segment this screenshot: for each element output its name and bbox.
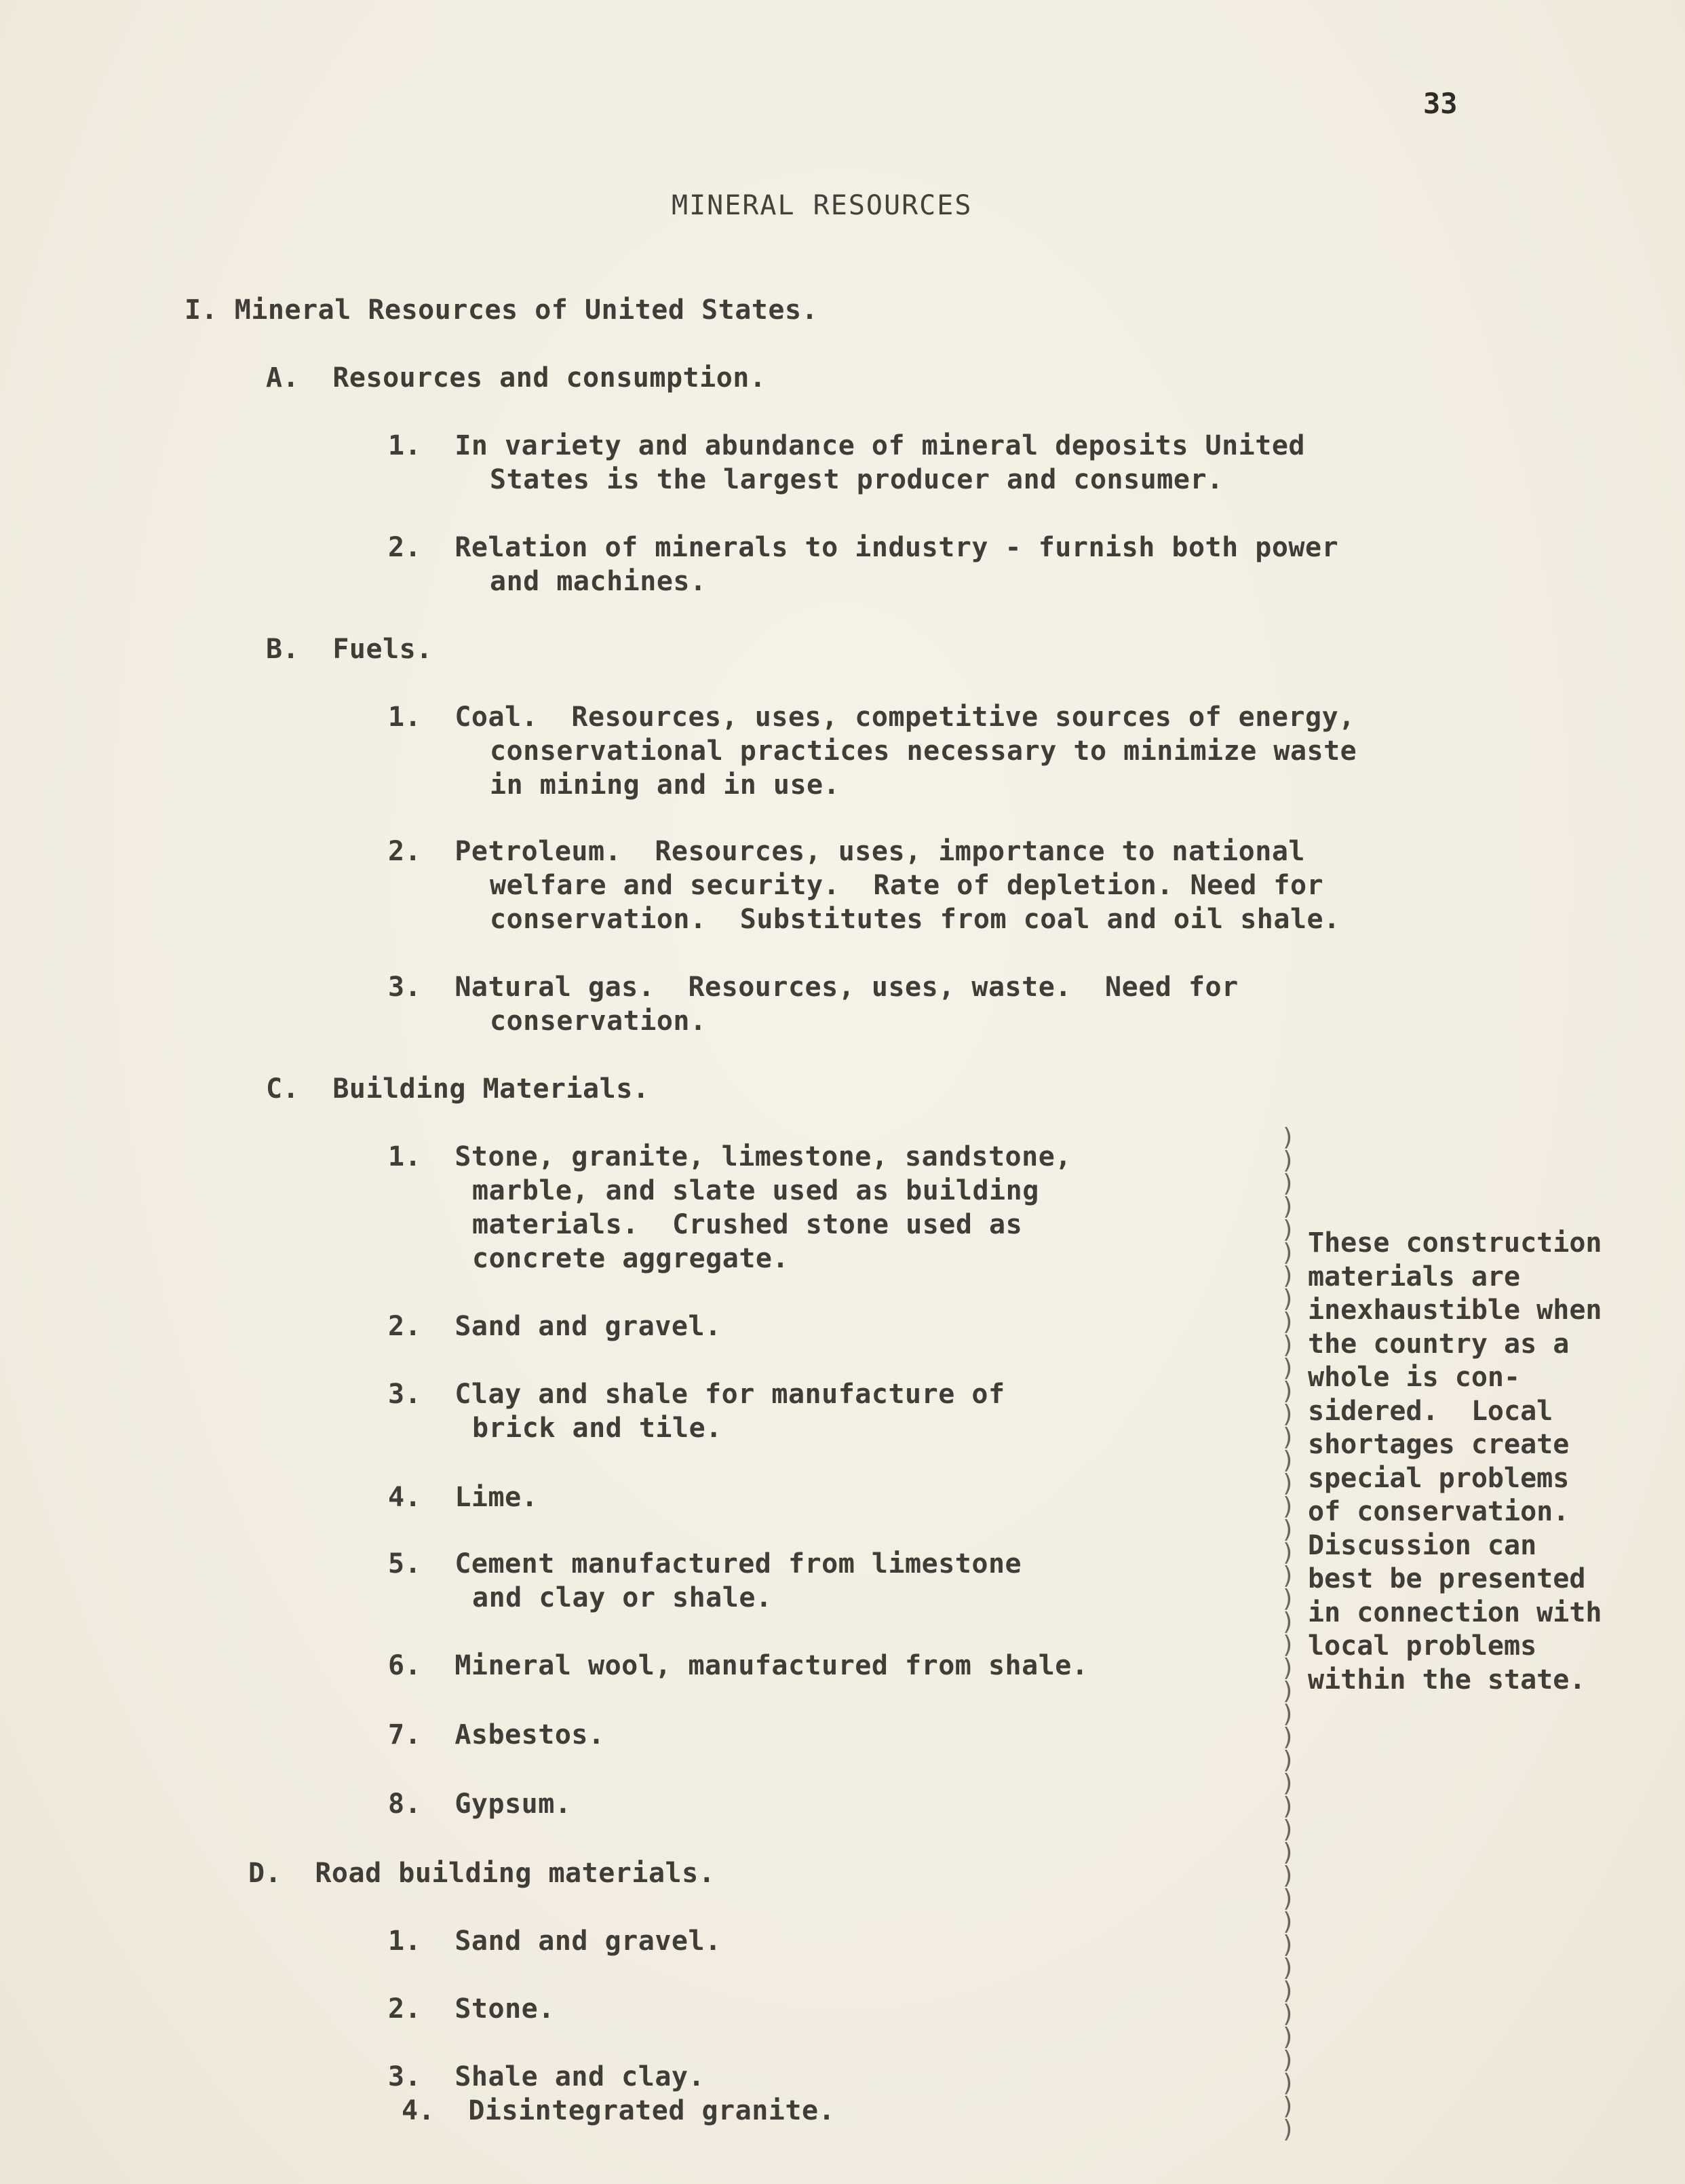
page-title: MINERAL RESOURCES: [672, 190, 973, 221]
outline-item-C1-line2: marble, and slate used as building: [472, 1175, 1039, 1206]
bracket-column: ) ) ) ) ) ) ) ) ) ) ) ) ) ) ) ) ) ) ) ) ) ) ) ) ) ) ) ) ) ) ) ) ) ) ) ) ) ) ) ) ) ) ) ): [1281, 1124, 1296, 2143]
outline-item-B3-line1: 3. Natural gas. Resources, uses, waste. Need for: [388, 972, 1239, 1003]
outline-item-C1-line4: concrete aggregate.: [472, 1243, 790, 1274]
outline-item-A1-line1: 1. In variety and abundance of mineral deposits United: [388, 430, 1306, 461]
side-note-line: shortages create: [1308, 1429, 1570, 1460]
side-note-line: materials are: [1308, 1261, 1521, 1292]
subsection-heading-A: A. Resources and consumption.: [266, 362, 767, 394]
side-note-line: best be presented: [1308, 1563, 1586, 1594]
subsection-heading-D: D. Road building materials.: [248, 1858, 716, 1889]
outline-item-D3: 3. Shale and clay.: [388, 2061, 705, 2092]
outline-item-C1-line3: materials. Crushed stone used as: [472, 1209, 1023, 1240]
side-note-line: local problems: [1308, 1630, 1537, 1662]
side-note-line: inexhaustible when: [1308, 1295, 1602, 1326]
outline-item-B2-line3: conservation. Substitutes from coal and oil shale.: [490, 904, 1340, 935]
outline-item-C2: 2. Sand and gravel.: [388, 1311, 722, 1342]
page-number: 33: [1423, 87, 1458, 120]
outline-item-B2-line1: 2. Petroleum. Resources, uses, importance to national: [388, 836, 1306, 867]
outline-item-C7: 7. Asbestos.: [388, 1719, 605, 1750]
outline-item-D4: 4. Disintegrated granite.: [402, 2095, 836, 2126]
side-note-line: whole is con-: [1308, 1362, 1521, 1393]
side-note-line: of conservation.: [1308, 1496, 1570, 1527]
outline-item-B1-line2: conservational practices necessary to minimize waste: [490, 735, 1357, 767]
outline-item-B2-line2: welfare and security. Rate of depletion. Need for: [490, 870, 1324, 901]
side-note-line: the country as a: [1308, 1328, 1570, 1360]
side-note-line: special problems: [1308, 1462, 1570, 1494]
outline-item-C3-line1: 3. Clay and shale for manufacture of: [388, 1379, 1005, 1410]
outline-item-B1-line3: in mining and in use.: [490, 769, 840, 801]
outline-item-B3-line2: conservation.: [490, 1005, 707, 1037]
outline-item-A1-line2: States is the largest producer and consumer.: [490, 464, 1224, 495]
outline-item-C5-line2: and clay or shale.: [472, 1582, 773, 1613]
outline-item-B1-line1: 1. Coal. Resources, uses, competitive sources of energy,: [388, 702, 1355, 733]
side-note-line: Discussion can: [1308, 1529, 1537, 1561]
side-note: [1308, 1227, 1602, 1697]
outline-item-C5-line1: 5. Cement manufactured from limestone: [388, 1548, 1022, 1579]
side-note-line: in connection with: [1308, 1596, 1602, 1628]
outline-item-A2-line1: 2. Relation of minerals to industry - furnish both power: [388, 532, 1339, 563]
outline-item-C4: 4. Lime.: [388, 1482, 539, 1513]
outline-item-C8: 8. Gypsum.: [388, 1788, 572, 1820]
side-note-line: within the state.: [1308, 1664, 1586, 1696]
section-heading-I: I. Mineral Resources of United States.: [185, 294, 819, 326]
subsection-heading-C: C. Building Materials.: [266, 1073, 650, 1105]
side-note-line: These construction: [1308, 1227, 1602, 1259]
outline-item-C6: 6. Mineral wool, manufactured from shale.: [388, 1650, 1089, 1681]
outline-item-A2-line2: and machines.: [490, 566, 707, 597]
outline-item-C3-line2: brick and tile.: [472, 1413, 722, 1444]
subsection-heading-B: B. Fuels.: [266, 634, 433, 665]
outline-item-D1: 1. Sand and gravel.: [388, 1926, 722, 1957]
outline-item-C1-line1: 1. Stone, granite, limestone, sandstone,: [388, 1141, 1072, 1172]
outline-item-D2: 2. Stone.: [388, 1993, 555, 2025]
side-note-line: sidered. Local: [1308, 1395, 1553, 1427]
